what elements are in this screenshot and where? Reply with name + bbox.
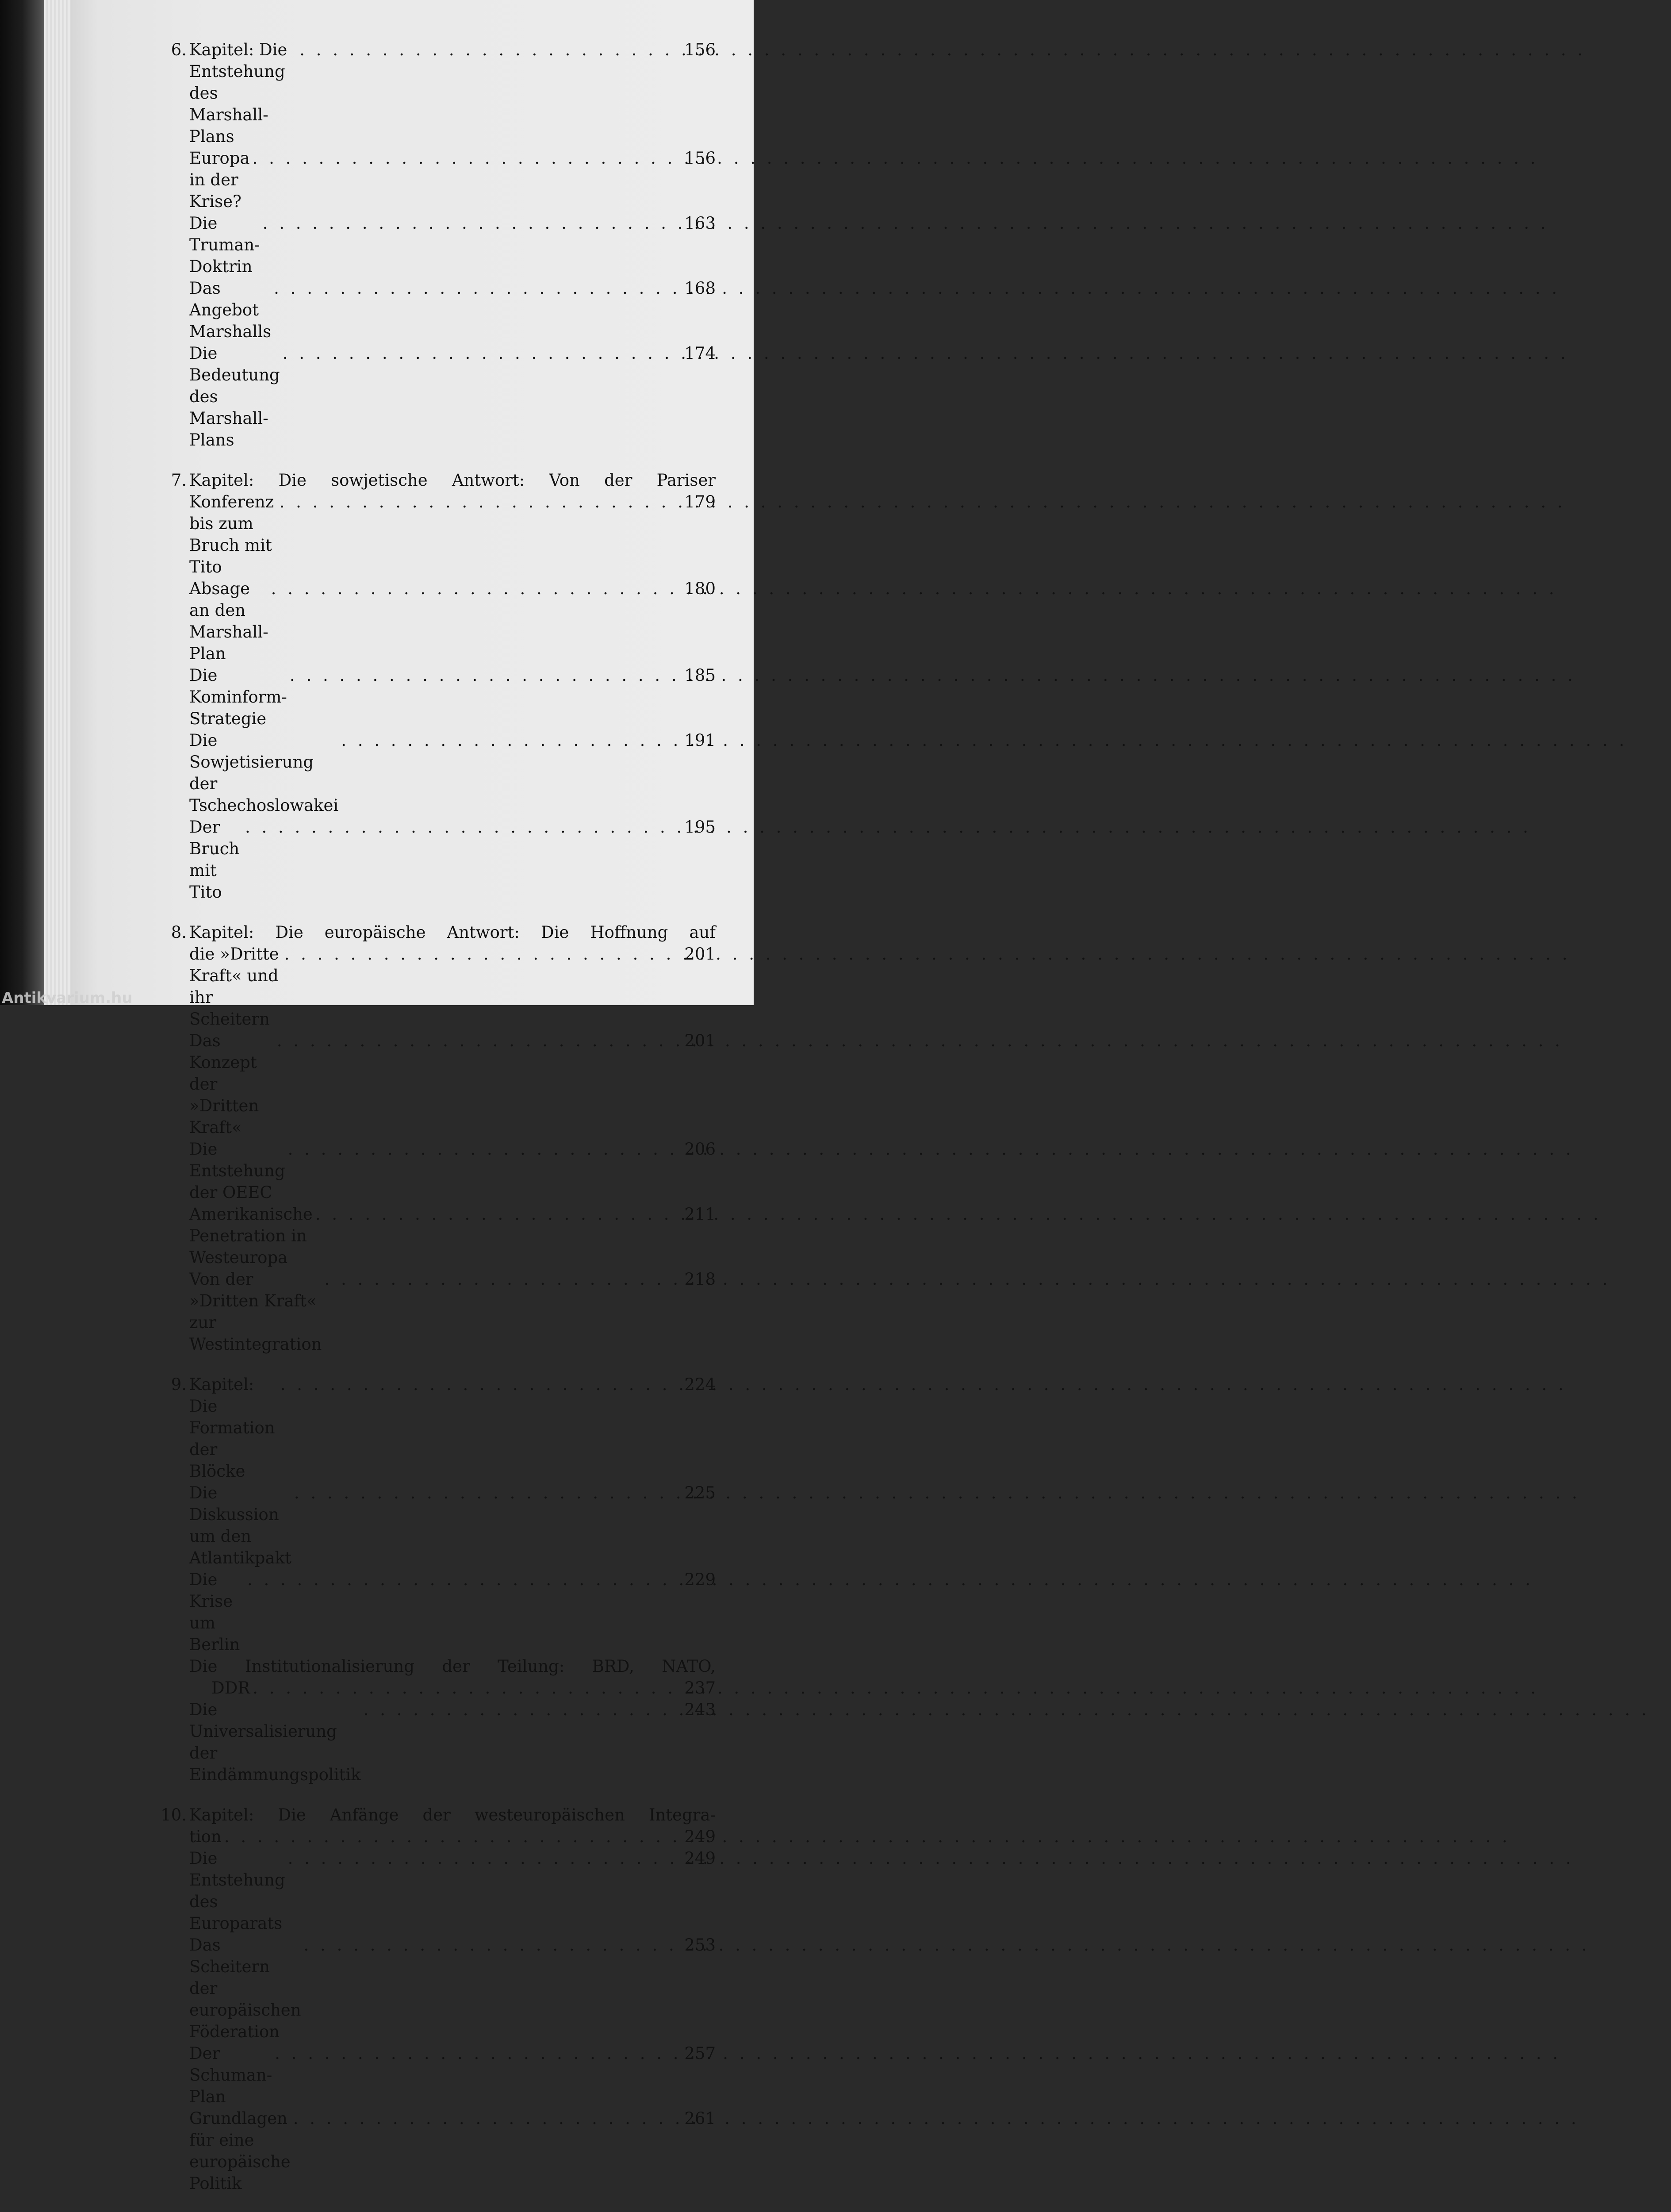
toc-entry — [171, 469, 716, 491]
page-number: 237 — [684, 1678, 716, 1697]
toc-entry — [189, 342, 716, 451]
page-number: 211 — [684, 1205, 716, 1224]
chapter-10 — [161, 1804, 716, 2194]
toc-entry — [189, 1203, 716, 1268]
leader-dots — [253, 147, 682, 169]
page-number: 257 — [684, 2044, 716, 2063]
toc-entry — [189, 277, 716, 342]
leader-dots — [245, 816, 682, 838]
chapter-number: 10. — [161, 1805, 187, 1824]
page-number: 168 — [684, 279, 716, 298]
section-title: Der Bruch mit Tito — [189, 818, 240, 902]
leader-dots — [293, 2108, 682, 2129]
chapter-9 — [171, 1374, 716, 1786]
section-title-line1: Die Institutionalisierung der Teilung: BRD, NATO, — [189, 1657, 716, 1676]
leader-dots — [364, 1699, 682, 1720]
leader-dots — [263, 212, 682, 234]
toc-entry — [161, 1804, 716, 1826]
section-title: Die Kominform-Strategie — [189, 666, 287, 728]
page-number: 156 — [684, 149, 716, 168]
leader-dots — [284, 943, 682, 965]
toc-entry — [189, 1268, 716, 1355]
toc-entry — [189, 943, 716, 1030]
leader-dots — [290, 664, 682, 686]
toc-entry — [189, 2108, 716, 2194]
page-number: 201 — [684, 945, 716, 964]
leader-dots — [294, 1482, 682, 1504]
leader-dots — [280, 491, 682, 513]
section-title: Europa in der Krise? — [189, 149, 250, 211]
toc-entry — [189, 664, 716, 730]
toc-entry — [171, 1374, 716, 1482]
section-title: Die Bedeutung des Marshall-Plans — [189, 344, 280, 449]
section-title: Die Truman-Doktrin — [189, 214, 260, 276]
leader-dots — [288, 1847, 682, 1869]
toc-entry — [189, 147, 716, 212]
toc-entry — [189, 1826, 716, 1847]
chapter-6 — [171, 39, 716, 451]
toc-entry — [189, 1569, 716, 1655]
chapter-number: 9. — [171, 1375, 187, 1394]
leader-dots — [274, 277, 682, 299]
page-number: 191 — [684, 731, 716, 750]
page-number: 201 — [684, 1031, 716, 1050]
page-number: 179 — [684, 492, 716, 511]
section-title: Die Entstehung der OEEC — [189, 1140, 285, 1202]
toc-entry — [189, 1847, 716, 1934]
toc-entry — [189, 1138, 716, 1203]
toc-entry — [189, 1934, 716, 2043]
chapter-title-line2: die »Dritte Kraft« und ihr Scheitern — [189, 945, 279, 1029]
leader-dots — [283, 342, 682, 364]
chapter-title-line1: Kapitel: Die europäische Antwort: Die Hoffnung auf — [189, 923, 716, 942]
leader-dots — [299, 39, 682, 61]
section-title: Amerikanische Penetration in Westeuropa — [189, 1205, 313, 1267]
toc-entry — [189, 1030, 716, 1138]
section-title: Die Diskussion um den Atlantikpakt — [189, 1483, 291, 1567]
chapter-title: Kapitel: Die Formation der Blöcke — [189, 1375, 275, 1481]
toc-entry — [189, 1677, 716, 1699]
chapter-title-line2: tion — [189, 1827, 222, 1846]
page-number: 195 — [684, 818, 716, 837]
leader-dots — [304, 1934, 682, 1956]
page-number: 156 — [684, 40, 716, 59]
chapter-number: 7. — [171, 471, 187, 490]
book-binding-shadow — [0, 0, 50, 1005]
toc-entry — [189, 816, 716, 903]
chapter-number: 6. — [171, 40, 187, 59]
section-title: Die Sowjetisierung der Tschechoslowakei — [189, 731, 339, 815]
chapter-number: 8. — [171, 923, 187, 942]
toc-entry — [171, 39, 716, 147]
section-title-line2: DDR — [211, 1678, 250, 1697]
leader-dots — [280, 1374, 682, 1395]
leader-dots — [247, 1569, 682, 1590]
leader-dots — [271, 578, 682, 599]
leader-dots — [315, 1203, 682, 1225]
page-number: 206 — [684, 1140, 716, 1159]
section-title: Die Universalisierung der Eindämmungspolitik — [189, 1700, 361, 1784]
toc-entry — [189, 1482, 716, 1569]
page-number: 243 — [684, 1700, 716, 1719]
toc-entry — [189, 1655, 716, 1677]
section-title: Absage an den Marshall-Plan — [189, 579, 268, 663]
page-number: 229 — [684, 1570, 716, 1589]
toc-entry — [189, 2043, 716, 2108]
watermark-text: Antikvarium.hu — [2, 989, 133, 1007]
page-number: 249 — [684, 1827, 716, 1846]
toc-entry — [189, 578, 716, 664]
toc-entry — [189, 730, 716, 816]
section-title: Das Konzept der »Dritten Kraft« — [189, 1031, 259, 1137]
page-number: 253 — [684, 1936, 716, 1955]
page-number: 218 — [684, 1270, 716, 1289]
page-number: 174 — [684, 344, 716, 363]
page-number: 180 — [684, 579, 716, 598]
chapter-title-line2: Konferenz bis zum Bruch mit Tito — [189, 492, 274, 576]
page-edges — [44, 0, 71, 1005]
table-of-contents — [161, 39, 716, 2212]
toc-entry — [189, 1699, 716, 1786]
page-number: 261 — [684, 2109, 716, 2128]
page-number: 185 — [684, 666, 716, 685]
chapter-title-line1: Kapitel: Die Anfänge der westeuropäischen Integra- — [189, 1805, 716, 1824]
leader-dots — [277, 1030, 682, 1052]
section-title: Der Schuman-Plan — [189, 2044, 272, 2106]
leader-dots — [253, 1677, 682, 1699]
section-title: Von der »Dritten Kraft« zur Westintegration — [189, 1270, 322, 1354]
page-number: 224 — [684, 1375, 716, 1394]
page-number: 249 — [684, 1849, 716, 1868]
chapter-title-line1: Kapitel: Die sowjetische Antwort: Von der Pariser — [189, 471, 716, 490]
leader-dots — [288, 1138, 682, 1160]
section-title: Die Entstehung des Europarats — [189, 1849, 285, 1933]
section-title: Das Angebot Marshalls — [189, 279, 272, 341]
section-title: Die Krise um Berlin — [189, 1570, 240, 1654]
chapter-7 — [171, 469, 716, 903]
page-number: 225 — [684, 1483, 716, 1502]
chapter-title: Kapitel: Die Entstehung des Marshall-Plans — [189, 40, 287, 146]
page-number: 163 — [684, 214, 716, 233]
section-title: Das Scheitern der europäischen Föderation — [189, 1936, 301, 2041]
leader-dots — [224, 1826, 682, 1847]
toc-entry — [189, 491, 716, 578]
leader-dots — [275, 2043, 682, 2064]
section-title: Grundlagen für eine europäische Politik — [189, 2109, 291, 2193]
leader-dots — [341, 730, 682, 751]
toc-entry — [189, 212, 716, 277]
leader-dots — [324, 1268, 682, 1290]
toc-entry — [171, 922, 716, 943]
chapter-8 — [171, 922, 716, 1355]
